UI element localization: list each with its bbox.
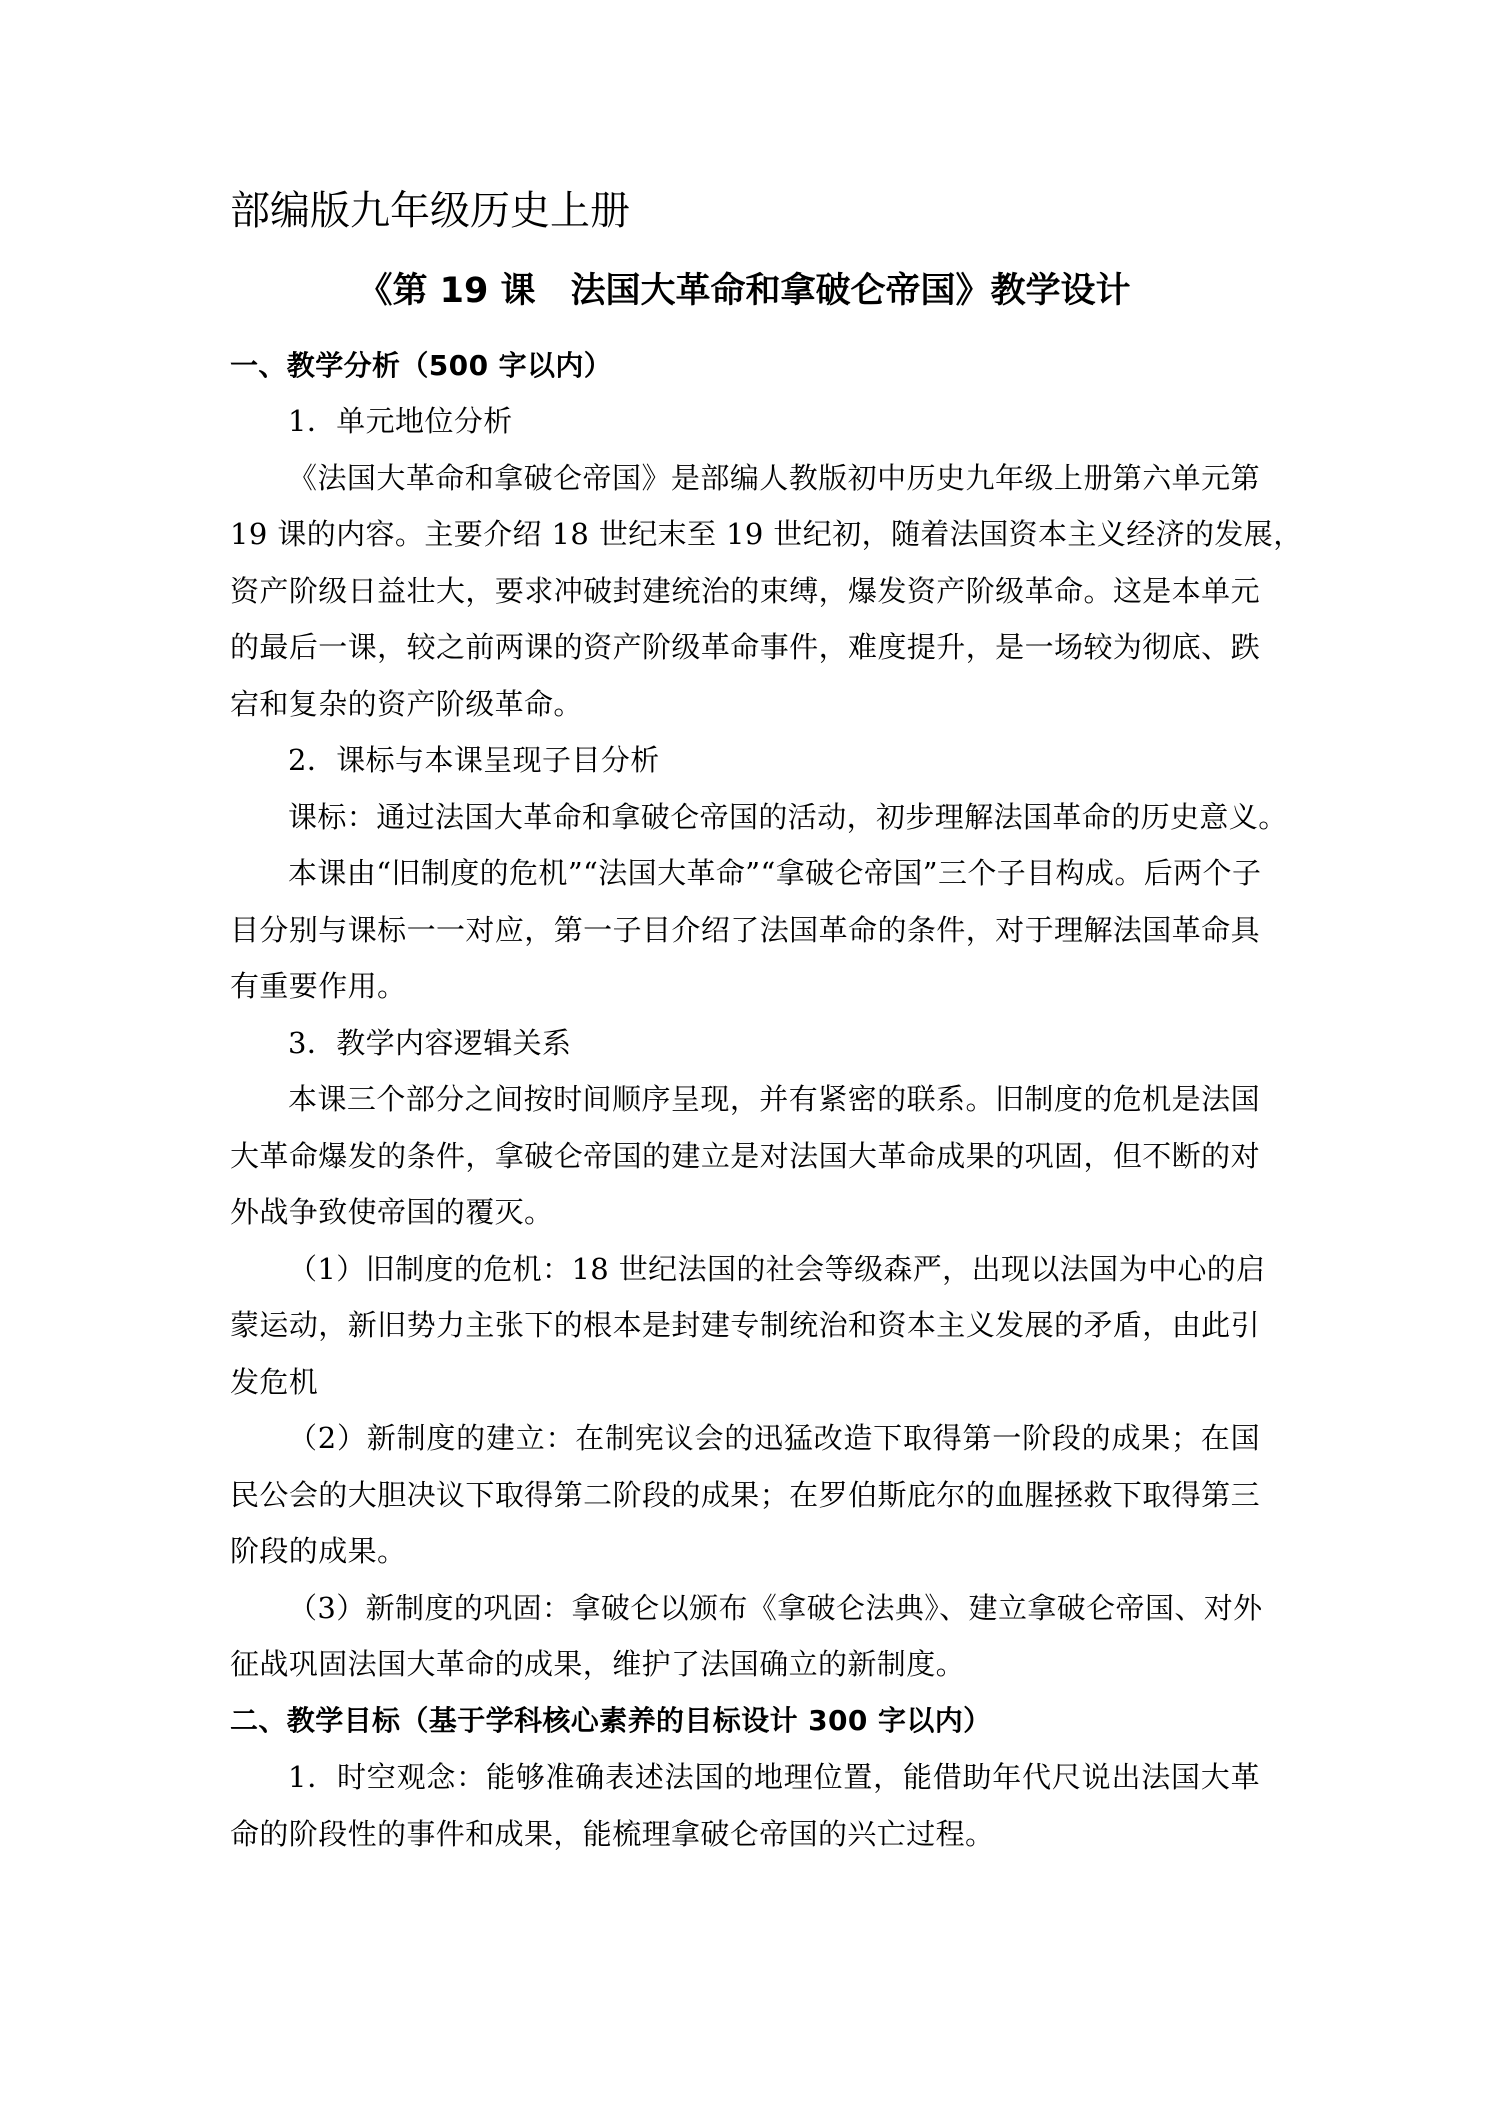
paragraph-line: 蒙运动，新旧势力主张下的根本是封建专制统治和资本主义发展的矛盾，由此引 [230,1308,1260,1342]
paragraph-line: 有重要作用。 [230,969,407,1003]
paragraph-line: 民公会的大胆决议下取得第二阶段的成果；在罗伯斯庇尔的血腥拯救下取得第三 [230,1478,1260,1512]
subheading-curriculum: 2．课标与本课呈现子目分析 [288,743,660,777]
paragraph-line: 外战争致使帝国的覆灭。 [230,1195,554,1229]
section-heading-objectives: 二、教学目标（基于学科核心素养的目标设计 300 字以内） [230,1704,992,1737]
paragraph-line: 《法国大革命和拿破仑帝国》是部编人教版初中历史九年级上册第六单元第 [288,461,1260,495]
paragraph-line: 大革命爆发的条件，拿破仑帝国的建立是对法国大革命成果的巩固，但不断的对 [230,1139,1260,1173]
paragraph-line: 宕和复杂的资产阶级革命。 [230,687,583,721]
subheading-logic: 3．教学内容逻辑关系 [288,1026,572,1060]
paragraph-line: 课标：通过法国大革命和拿破仑帝国的活动，初步理解法国革命的历史意义。 [288,800,1288,834]
paragraph-line: （1）旧制度的危机：18 世纪法国的社会等级森严，出现以法国为中心的启 [288,1252,1266,1286]
paragraph-line: 阶段的成果。 [230,1534,407,1568]
paragraph-line: 1．时空观念：能够准确表述法国的地理位置，能借助年代尺说出法国大革 [288,1760,1260,1794]
paragraph-line: 目分别与课标一一对应，第一子目介绍了法国革命的条件，对于理解法国革命具 [230,913,1260,947]
paragraph-line: （2）新制度的建立：在制宪议会的迅猛改造下取得第一阶段的成果；在国 [288,1421,1260,1455]
document-title: 部编版九年级历史上册 [230,188,630,234]
paragraph-line: 本课由“旧制度的危机”“法国大革命”“拿破仑帝国”三个子目构成。后两个子 [288,856,1262,890]
paragraph-line: 19 课的内容。主要介绍 18 世纪末至 19 世纪初，随着法国资本主义经济的发展， [230,517,1303,551]
paragraph-line: 命的阶段性的事件和成果，能梳理拿破仑帝国的兴亡过程。 [230,1817,995,1851]
section-heading-analysis: 一、教学分析（500 字以内） [230,349,613,382]
subheading-unit-position: 1．单元地位分析 [288,404,513,438]
paragraph-line: 征战巩固法国大革命的成果，维护了法国确立的新制度。 [230,1647,966,1681]
paragraph-line: 本课三个部分之间按时间顺序呈现，并有紧密的联系。旧制度的危机是法国 [288,1082,1260,1116]
lesson-title: 《第 19 课 法国大革命和拿破仑帝国》教学设计 [357,271,1131,311]
paragraph-line: （3）新制度的巩固：拿破仑以颁布《拿破仑法典》、建立拿破仑帝国、对外 [288,1591,1263,1625]
paragraph-line: 的最后一课，较之前两课的资产阶级革命事件，难度提升，是一场较为彻底、跌 [230,630,1260,664]
paragraph-line: 资产阶级日益壮大，要求冲破封建统治的束缚，爆发资产阶级革命。这是本单元 [230,574,1260,608]
paragraph-line: 发危机 [230,1365,319,1399]
